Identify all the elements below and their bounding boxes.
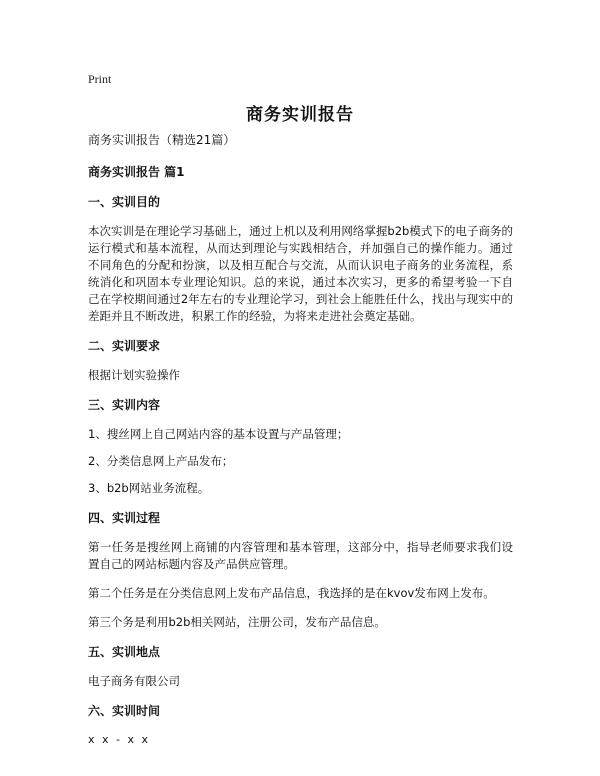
section-heading-requirements: 二、实训要求 bbox=[88, 339, 161, 353]
paragraph: 第二个任务是在分类信息网上发布产品信息，我选择的是在kvov发布网上发布。 bbox=[88, 586, 495, 600]
section-heading-content: 三、实训内容 bbox=[88, 398, 161, 412]
list-item: 2、分类信息网上产品发布； bbox=[88, 454, 234, 468]
paragraph: 根据计划实验操作 bbox=[88, 368, 180, 382]
document-subtitle: 商务实训报告（精选21篇） bbox=[88, 133, 236, 147]
section-heading-purpose: 一、实训目的 bbox=[88, 195, 161, 209]
section-heading-process: 四、实训过程 bbox=[88, 511, 161, 525]
paragraph: 电子商务有限公司 bbox=[88, 674, 180, 688]
paragraph: x x - x x bbox=[88, 733, 150, 746]
paragraph: 第三个务是利用b2b相关网站，注册公司，发布产品信息。 bbox=[88, 615, 386, 629]
list-item: 3、b2b网站业务流程。 bbox=[88, 481, 210, 495]
list-item: 1、搜丝网上自己网站内容的基本设置与产品管理； bbox=[88, 427, 349, 441]
section-heading-time: 六、实训时间 bbox=[88, 704, 161, 718]
print-label[interactable]: Print bbox=[88, 72, 112, 86]
paragraph: 第一任务是搜丝网上商铺的内容管理和基本管理，这部分中，指导老师要求我们设置自己的网站标题内容及产品供应管理。 bbox=[88, 540, 513, 571]
section-heading-location: 五、实训地点 bbox=[88, 645, 161, 659]
article-title: 商务实训报告 篇1 bbox=[88, 165, 185, 179]
paragraph: 本次实训是在理论学习基础上，通过上机以及利用网络掌握b2b模式下的电子商务的运行模式和基本流程，从而达到理论与实践相结合，并加强自己的操作能力。通过不同角色的分配和扮演，以及相互配合与交流，从而认识电子商务的业务流程，系统消化和巩固本专业理论知识。总的来说，通过本次实习，更多的希望考验一下自己在学校期间通过2年左右的专业理论学习，到社会上能胜任什么，找出与现实中的差距并且不断改进，积累工作的经验，为将来走进社会奠定基础。 bbox=[88, 224, 513, 323]
document-body bbox=[88, 131, 513, 748]
document-title: 商务实训报告 bbox=[246, 105, 354, 125]
